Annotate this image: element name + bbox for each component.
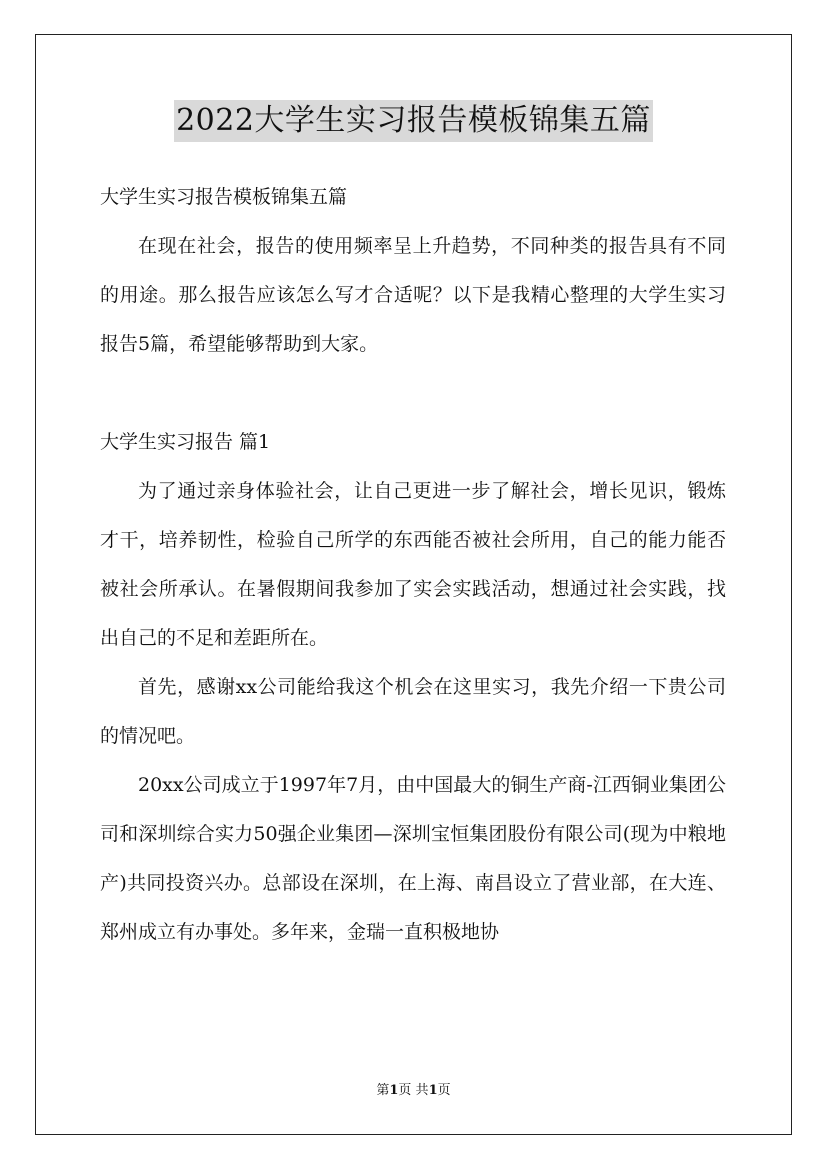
section-spacer <box>100 369 726 418</box>
page-number-total: 1 <box>428 1083 438 1098</box>
page-number-suffix: 页 <box>437 1083 451 1098</box>
page-number-current: 1 <box>389 1083 399 1098</box>
body-paragraph-1: 为了通过亲身体验社会，让自己更进一步了解社会，增长见识，锻炼才干，培养韧性，检验自己所学的东西能否被社会所用，自己的能力能否被社会所承认。在暑假期间我参加了实会实践活动，想通过社会实践，找出自己的不足和差距所在。 <box>100 480 726 649</box>
body-paragraph-3: 20xx公司成立于1997年7月，由中国最大的铜生产商-江西铜业集团公司和深圳综合实力50强企业集团—深圳宝恒集团股份有限公司(现为中粮地产)共同投资兴办。总部设在深圳，在上海、南昌设立了营业部，在大连、郑州成立有办事处。多年来，金瑞一直积极地协 <box>100 774 726 943</box>
section-heading: 大学生实习报告 篇1 <box>100 431 271 453</box>
document-body <box>100 173 726 957</box>
page-number-prefix: 第 <box>376 1083 390 1098</box>
page-number-mid: 页 共 <box>398 1083 429 1098</box>
title-container <box>0 100 827 142</box>
document-subtitle: 大学生实习报告模板锦集五篇 <box>100 186 348 208</box>
intro-paragraph: 在现在社会，报告的使用频率呈上升趋势，不同种类的报告具有不同的用途。那么报告应该怎么写才合适呢？以下是我精心整理的大学生实习报告5篇，希望能够帮助到大家。 <box>100 235 726 355</box>
document-title: 2022大学生实习报告模板锦集五篇 <box>174 100 653 142</box>
body-paragraph-2: 首先，感谢xx公司能给我这个机会在这里实习，我先介绍一下贵公司的情况吧。 <box>100 676 726 747</box>
page-footer <box>0 1081 827 1101</box>
